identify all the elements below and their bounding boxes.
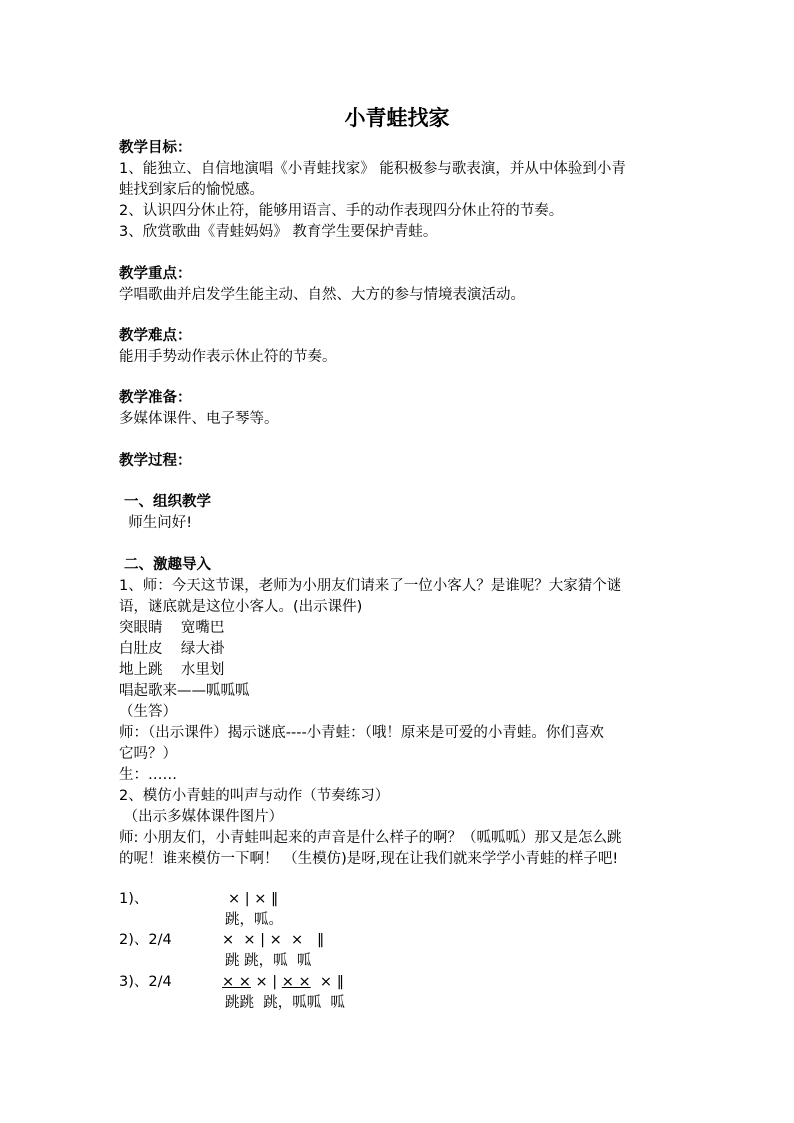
key-points-text: 学唱歌曲并启发学生能主动、自然、大方的参与情境表演活动。 (119, 287, 525, 303)
rhythm-label: 1)、 (119, 891, 149, 907)
rhythm-lyrics: 跳 跳，呱 呱 (225, 953, 312, 969)
rhythm-label: 2)、2/4 (119, 932, 172, 948)
section2-line: （出示多媒体课件图片） (119, 809, 284, 825)
eighth-note-group: × × (281, 974, 311, 990)
riddle-line: 唱起歌来——呱呱呱 (119, 683, 250, 699)
rhythm-label: 3)、2/4 (119, 974, 172, 990)
section2-line: 2、模仿小青蛙的叫声与动作（节奏练习） (119, 788, 390, 804)
preparation-text: 多媒体课件、电子琴等。 (119, 411, 279, 427)
section2-heading: 二、激趣导入 (119, 557, 212, 573)
riddle-line: 白肚皮 绿大褂 (119, 641, 225, 657)
section1-heading: 一、组织教学 (119, 494, 212, 510)
rhythm-note: × ‖ (310, 974, 344, 990)
page-title: 小青蛙找家 (344, 106, 450, 130)
section2-line: 生：…… (119, 767, 177, 783)
process-heading: 教学过程： (119, 453, 192, 469)
objective-line: 3、欣赏歌曲《青蛙妈妈》 教育学生要保护青蛙。 (119, 224, 438, 240)
rhythm-note: × | (250, 974, 282, 990)
section2-line: 1、师：今天这节课，老师为小朋友们请来了一位小客人？是谁呢？大家猜个谜 (119, 578, 622, 594)
rhythm-notes: × | × ‖ (228, 891, 279, 907)
rhythm-notes: × × | × × ‖ (222, 932, 325, 948)
difficulties-heading: 教学难点： (119, 328, 192, 344)
riddle-line: 突眼睛 宽嘴巴 (119, 620, 225, 636)
section2-line: 它吗？） (119, 746, 177, 762)
eighth-note-group: × × (222, 974, 251, 990)
difficulties-text: 能用手势动作表示休止符的节奏。 (119, 349, 337, 365)
objectives-heading: 教学目标： (119, 140, 192, 156)
key-points-heading: 教学重点： (119, 266, 192, 282)
preparation-heading: 教学准备： (119, 390, 192, 406)
section2-line: 语，谜底就是这位小客人。(出示课件) (119, 599, 363, 615)
objective-line: 蛙找到家后的愉悦感。 (119, 182, 264, 198)
rhythm-notes (222, 972, 344, 992)
objective-line: 1、能独立、自信地演唱《小青蛙找家》 能积极参与歌表演，并从中体验到小青 (119, 161, 626, 177)
section2-line: （生答） (119, 704, 177, 720)
section1-text: 师生问好! (119, 515, 193, 531)
riddle-line: 地上跳 水里划 (119, 662, 225, 678)
section2-line: 师: 小朋友们，小青蛙叫起来的声音是什么样子的啊？（呱呱呱）那又是怎么跳 (119, 830, 622, 846)
rhythm-lyrics: 跳跳 跳，呱呱 呱 (225, 995, 345, 1011)
section2-line: 师：（出示课件）揭示谜底----小青蛙：（哦！原来是可爱的小青蛙。你们喜欢 (119, 725, 604, 741)
section2-line: 的呢！谁来模仿一下啊！ （生模仿)是呀,现在让我们就来学学小青蛙的样子吧! (119, 851, 619, 867)
objective-line: 2、认识四分休止符，能够用语言、手的动作表现四分休止符的节奏。 (119, 203, 564, 219)
rhythm-lyrics: 跳，呱。 (225, 912, 283, 928)
